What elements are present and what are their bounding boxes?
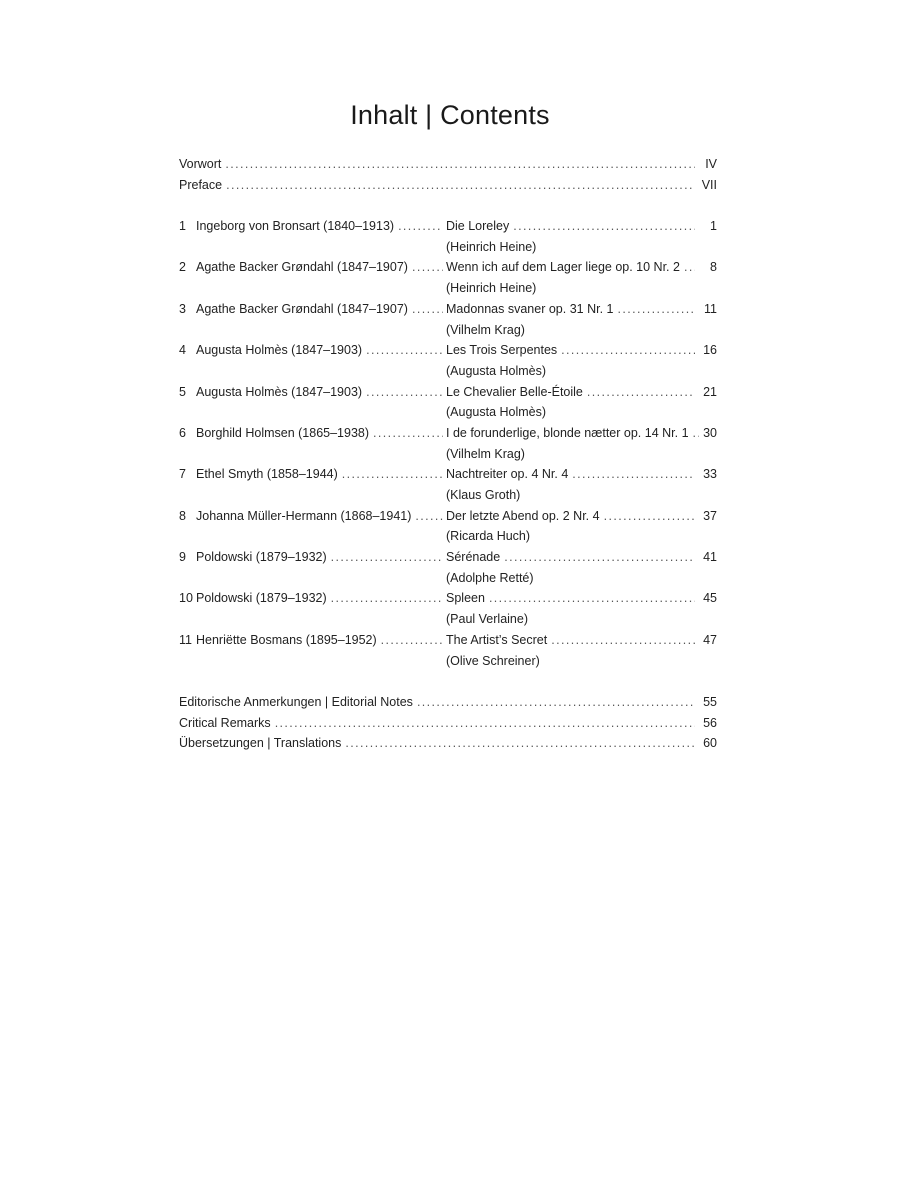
poet-name: (Vilhelm Krag) bbox=[446, 446, 525, 461]
poet-name: (Ricarda Huch) bbox=[446, 529, 531, 544]
spacer bbox=[179, 195, 717, 216]
dot-leader bbox=[331, 588, 443, 609]
entry-number: 9 bbox=[179, 550, 186, 565]
poet-line bbox=[179, 568, 717, 589]
composer-name: Agathe Backer Grøndahl (1847–1907) bbox=[196, 260, 408, 275]
song-entries bbox=[179, 216, 717, 671]
toc-line bbox=[179, 382, 717, 403]
dot-leader bbox=[513, 216, 695, 237]
song-column bbox=[446, 216, 699, 237]
table-of-contents bbox=[179, 154, 717, 754]
dot-leader bbox=[345, 733, 695, 754]
poet-line bbox=[179, 651, 717, 672]
entry-number: 10 bbox=[179, 591, 193, 606]
poet-line bbox=[179, 361, 717, 382]
dot-leader bbox=[504, 547, 695, 568]
spacer bbox=[179, 671, 717, 692]
toc-entry bbox=[179, 547, 717, 588]
toc-label: Critical Remarks bbox=[179, 715, 271, 730]
poet-name: (Klaus Groth) bbox=[446, 488, 521, 502]
toc-line bbox=[179, 630, 717, 651]
entry-number: 7 bbox=[179, 467, 186, 482]
entry-number: 11 bbox=[179, 632, 192, 647]
poet-name: (Augusta Holmès) bbox=[446, 363, 547, 378]
poet-name: (Augusta Holmès) bbox=[446, 405, 547, 420]
toc-label: Vorwort bbox=[179, 157, 222, 171]
composer-column bbox=[196, 340, 446, 361]
composer-name: Ingeborg von Bronsart (1840–1913) bbox=[196, 219, 395, 234]
toc-entry bbox=[179, 506, 717, 547]
song-title: Die Loreley bbox=[446, 219, 510, 234]
toc-entry bbox=[179, 257, 717, 298]
toc-entry bbox=[179, 216, 717, 257]
toc-line bbox=[179, 733, 717, 754]
entry-number: 8 bbox=[179, 508, 186, 523]
entry-number: 2 bbox=[179, 260, 186, 275]
toc-line bbox=[179, 506, 717, 527]
toc-line bbox=[179, 154, 717, 175]
song-title: Nachtreiter op. 4 Nr. 4 bbox=[446, 467, 569, 482]
page-title: Inhalt | Contents bbox=[350, 100, 550, 130]
song-title: Le Chevalier Belle-Étoile bbox=[446, 384, 583, 399]
composer-column bbox=[196, 257, 446, 278]
poet-name: (Paul Verlaine) bbox=[446, 612, 528, 627]
dot-leader bbox=[373, 423, 443, 444]
song-column bbox=[446, 588, 699, 609]
page-number: 16 bbox=[703, 343, 717, 358]
composer-name: Augusta Holmès (1847–1903) bbox=[196, 384, 363, 399]
poet-name: (Olive Schreiner) bbox=[446, 653, 540, 668]
dot-leader bbox=[226, 175, 695, 196]
song-column bbox=[446, 630, 699, 651]
song-title: I de forunderlige, blonde nætter op. 14 Nr. 1 bbox=[446, 425, 689, 440]
song-column bbox=[446, 299, 699, 320]
dot-leader bbox=[551, 630, 695, 651]
dot-leader bbox=[604, 506, 695, 527]
back-matter bbox=[179, 692, 717, 754]
poet-name: (Heinrich Heine) bbox=[446, 281, 537, 296]
poet-line bbox=[179, 609, 717, 630]
song-title: Les Trois Serpentes bbox=[446, 343, 558, 358]
composer-name: Poldowski (1879–1932) bbox=[196, 591, 327, 606]
dot-leader bbox=[417, 692, 695, 713]
composer-name: Borghild Holmsen (1865–1938) bbox=[196, 425, 370, 440]
page-number: 33 bbox=[703, 467, 717, 482]
composer-column bbox=[196, 464, 446, 485]
dot-leader bbox=[225, 154, 695, 175]
page-number: 56 bbox=[703, 715, 717, 730]
dot-leader bbox=[366, 382, 443, 403]
toc-line bbox=[179, 588, 717, 609]
poet-line bbox=[179, 237, 717, 258]
dot-leader bbox=[415, 506, 443, 527]
dot-leader bbox=[381, 630, 443, 651]
song-column bbox=[446, 340, 699, 361]
dot-leader bbox=[331, 547, 443, 568]
page-number: IV bbox=[705, 157, 717, 171]
dot-leader bbox=[366, 340, 443, 361]
dot-leader bbox=[561, 340, 695, 361]
dot-leader bbox=[617, 299, 695, 320]
toc-entry bbox=[179, 299, 717, 340]
dot-leader bbox=[489, 588, 695, 609]
poet-name: (Adolphe Retté) bbox=[446, 570, 534, 585]
toc-line bbox=[179, 299, 717, 320]
dot-leader bbox=[587, 382, 695, 403]
dot-leader bbox=[412, 257, 443, 278]
dot-leader bbox=[275, 713, 695, 734]
poet-line bbox=[179, 444, 717, 465]
toc-entry bbox=[179, 382, 717, 423]
page-number: 21 bbox=[703, 384, 717, 399]
entry-number: 5 bbox=[179, 384, 186, 399]
toc-label: Übersetzungen | Translations bbox=[179, 736, 342, 751]
toc-entry bbox=[179, 340, 717, 381]
composer-name: Agathe Backer Grøndahl (1847–1907) bbox=[196, 301, 408, 316]
poet-line bbox=[179, 320, 717, 341]
song-column bbox=[446, 423, 699, 444]
toc-line bbox=[179, 423, 717, 444]
poet-line bbox=[179, 402, 717, 423]
composer-name: Ethel Smyth (1858–1944) bbox=[196, 467, 338, 482]
composer-name: Augusta Holmès (1847–1903) bbox=[196, 343, 363, 358]
toc-label: Preface bbox=[179, 177, 223, 192]
composer-column bbox=[196, 588, 446, 609]
song-title: Der letzte Abend op. 2 Nr. 4 bbox=[446, 508, 600, 523]
dot-leader bbox=[412, 299, 443, 320]
composer-column bbox=[196, 506, 446, 527]
poet-name: (Vilhelm Krag) bbox=[446, 322, 525, 337]
page-number: 30 bbox=[703, 425, 717, 440]
page-number: VII bbox=[701, 177, 717, 192]
toc-line bbox=[179, 216, 717, 237]
page-number: 8 bbox=[710, 260, 717, 275]
song-title: The Artist’s Secret bbox=[446, 632, 548, 647]
song-column bbox=[446, 506, 699, 527]
composer-name: Poldowski (1879–1932) bbox=[196, 550, 327, 565]
song-column bbox=[446, 547, 699, 568]
entry-number: 6 bbox=[179, 425, 186, 440]
composer-column bbox=[196, 547, 446, 568]
composer-column bbox=[196, 216, 446, 237]
page-number: 55 bbox=[703, 694, 717, 709]
toc-entry bbox=[179, 464, 717, 505]
page-number: 47 bbox=[703, 632, 717, 647]
poet-name: (Heinrich Heine) bbox=[446, 239, 537, 254]
composer-column bbox=[196, 299, 446, 320]
entry-number: 3 bbox=[179, 301, 186, 316]
composer-name: Johanna Müller-Hermann (1868–1941) bbox=[196, 508, 412, 523]
song-column bbox=[446, 464, 699, 485]
toc-entry bbox=[179, 423, 717, 464]
page-number: 45 bbox=[703, 591, 717, 606]
composer-column bbox=[196, 630, 446, 651]
front-matter bbox=[179, 154, 717, 195]
dot-leader bbox=[342, 464, 443, 485]
poet-line bbox=[179, 526, 717, 547]
toc-line bbox=[179, 175, 717, 196]
entry-number: 4 bbox=[179, 343, 186, 358]
composer-name: Henriëtte Bosmans (1895–1952) bbox=[196, 632, 377, 647]
toc-line bbox=[179, 340, 717, 361]
toc-line bbox=[179, 257, 717, 278]
toc-label: Editorische Anmerkungen | Editorial Notes bbox=[179, 694, 413, 709]
song-title: Wenn ich auf dem Lager liege op. 10 Nr. 2 bbox=[446, 260, 680, 275]
song-title: Sérénade bbox=[446, 550, 501, 565]
page-number: 41 bbox=[703, 550, 717, 565]
song-title: Spleen bbox=[446, 591, 485, 606]
page-number: 60 bbox=[703, 736, 717, 751]
toc-entry bbox=[179, 588, 717, 629]
page-number: 1 bbox=[710, 219, 717, 234]
toc-line bbox=[179, 713, 717, 734]
page-number: 37 bbox=[703, 508, 717, 523]
dot-leader bbox=[684, 257, 695, 278]
song-column bbox=[446, 257, 699, 278]
toc-line bbox=[179, 547, 717, 568]
dot-leader bbox=[693, 423, 699, 444]
song-column bbox=[446, 382, 699, 403]
composer-column bbox=[196, 382, 446, 403]
dot-leader bbox=[398, 216, 443, 237]
page-number: 11 bbox=[704, 301, 717, 316]
toc-line bbox=[179, 692, 717, 713]
entry-number: 1 bbox=[179, 219, 186, 234]
poet-line bbox=[179, 278, 717, 299]
dot-leader bbox=[572, 464, 695, 485]
poet-line bbox=[179, 485, 717, 506]
song-title: Madonnas svaner op. 31 Nr. 1 bbox=[446, 301, 614, 316]
composer-column bbox=[196, 423, 446, 444]
toc-line bbox=[179, 464, 717, 485]
toc-entry bbox=[179, 630, 717, 671]
